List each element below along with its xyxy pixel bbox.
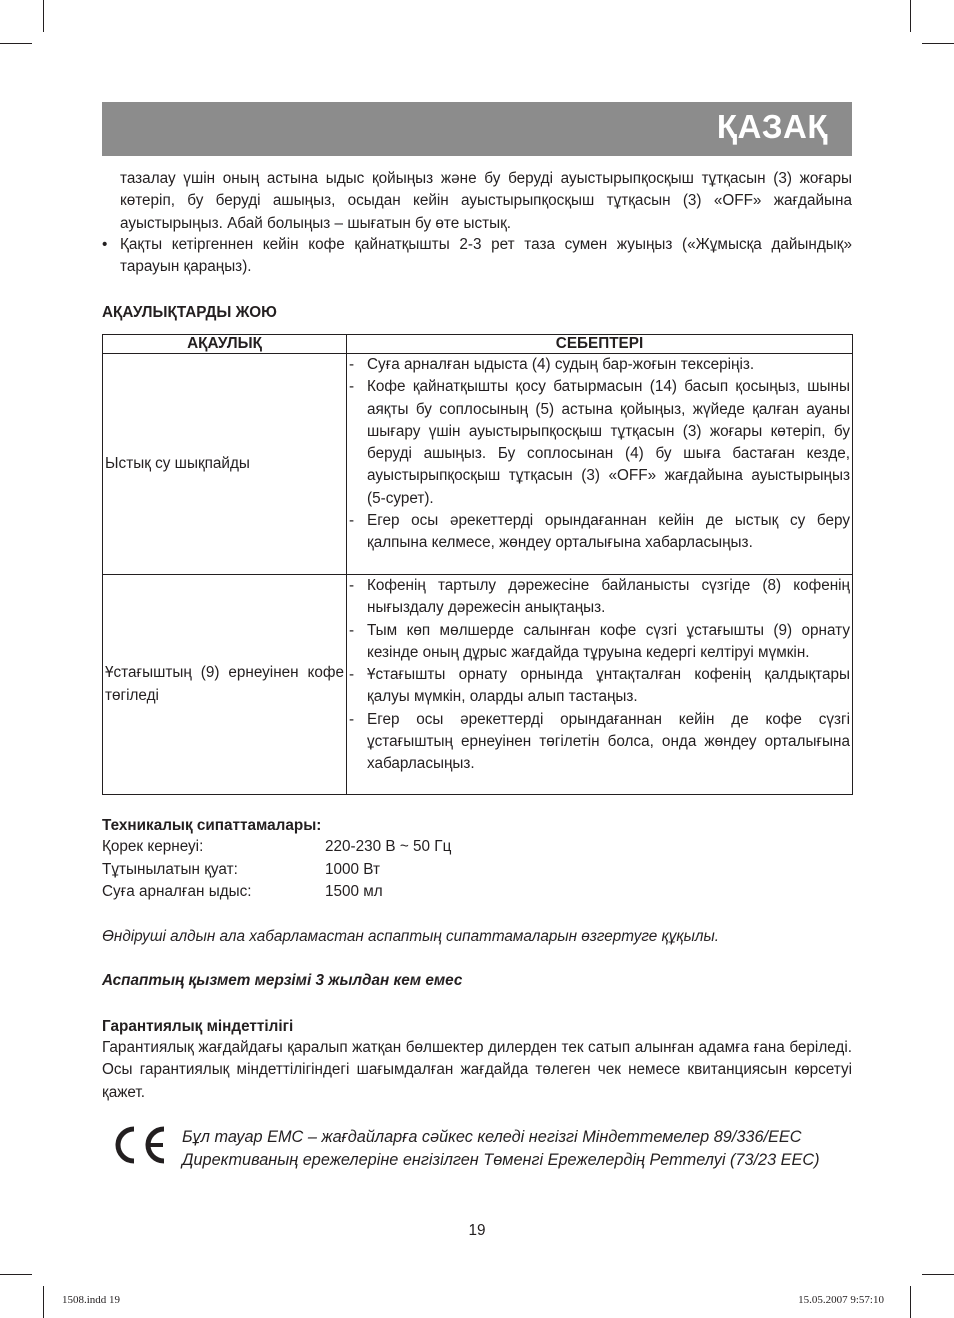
header-banner (102, 102, 852, 156)
column-header-problem: АҚАУЛЫҚ (103, 335, 347, 354)
troubleshooting-heading: АҚАУЛЫҚТАРДЫ ЖОЮ (102, 304, 277, 321)
cause-text: Егер осы әрекеттерді орындағаннан кейін де ыстық су беру қалпына келмесе, жөндеу орталығына хабарласыңыз. (367, 512, 850, 552)
ce-line-2: Директиваның ережелеріне енгізілген Төменгі Ережелердің Реттелуі (73/23 ЕЕС) (182, 1150, 820, 1169)
dash-marker: - (349, 621, 355, 639)
cause-text: Суға арналған ыдыста (4) судың бар-жоғын тексеріңіз. (367, 356, 755, 373)
page-number: 19 (468, 1222, 486, 1239)
crop-mark-top-left-h (0, 43, 32, 44)
spec-label: Қорек кернеуі: (102, 838, 204, 855)
ce-mark-icon (114, 1125, 170, 1165)
dash-marker: - (349, 577, 355, 594)
spec-value: 220-230 В ~ 50 Гц (325, 838, 452, 855)
spec-row (102, 859, 380, 881)
cause-item (347, 709, 850, 776)
table-row (103, 354, 853, 575)
cause-text: Егер осы әрекеттерді орындағаннан кейін де кофе сүзгі ұстағыштың ернеуінен төгілетін болса, онда жөндеу орталығына хабарласыңыз. (367, 710, 850, 773)
crop-mark-top-left-v (43, 0, 44, 32)
cause-item (347, 376, 850, 510)
crop-mark-bottom-right-h (922, 1274, 954, 1275)
causes-cell (347, 575, 853, 795)
cause-text: Тым көп мөлшерде салынған кофе сүзгі ұстағышты (9) орнату кезінде оның дұрыс жағдайда тұруына кедергі келтіруі мүмкін. (367, 621, 850, 661)
crop-mark-bottom-left-h (0, 1274, 32, 1275)
warranty-text: Гарантиялық жағдайдағы қаралып жатқан бөлшектер дилерден тек сатып алынған адамға ғана беріледі. Осы гарантиялық міндеттілігіндегі шағымдалған жағдайда төлеген чек немесе квитанциясын көрсетуі қажет. (102, 1039, 852, 1101)
crop-mark-top-right-v (910, 0, 911, 32)
intro-paragraph: тазалау үшін оның астына ыдыс қойыңыз және бу беруді ауыстырыпқосқыш тұтқасын (3) жоғары көтеріп, бу беруді ашыңыз, осыдан кейін ауыстырыпқосқыш тұтқасын (3) «OFF» жағдайына ауыстырыңыз. Абай болыңыз – шығатын бу өте ыстық. (120, 170, 852, 232)
ce-statement (182, 1126, 854, 1171)
cause-text: Ұстағышты орнату орнында ұнтақталған кофенің қалдықтары қалуы мүмкін, оларды алып тастаңыз. (367, 666, 850, 706)
footer-file: 1508.indd 19 (62, 1294, 121, 1306)
bullet-dot: • (102, 236, 108, 253)
cause-item (347, 510, 850, 555)
warranty-heading: Гарантиялық міндеттілігі (102, 1018, 294, 1035)
specs-heading: Техникалық сипаттамалары: (102, 817, 322, 834)
spec-value: 1000 Вт (325, 861, 380, 878)
manufacturer-notice: Өндіруші алдын ала хабарламастан аспаптың сипаттамаларын өзгертуге құқылы. (102, 928, 719, 945)
bullet-text: Қақты кетіргеннен кейін кофе қайнатқышты 2-3 рет таза сумен жуыңыз («Жұмысқа дайындық» тарауын қараңыз). (120, 236, 852, 276)
dash-marker: - (349, 710, 355, 728)
problem-cell: Ыстық су шықпайды (103, 354, 347, 575)
ce-line-1: Бұл тауар ЕМС – жағдайларға сәйкес келеді негізгі Міндеттемелер 89/336/ЕЕС (182, 1128, 802, 1146)
crop-mark-top-right-h (922, 43, 954, 44)
spec-value: 1500 мл (325, 883, 383, 900)
cause-text: Кофе қайнатқышты қосу батырмасын (14) басып қосыңыз, шыны аяқты бу соплосының (5) астына қойыңыз, жүйеде қалған ауаны шығару үшін ауыстырыпқосқыш тұтқасын (3) жоғары көтеріп, бу беруді ашыңыз. Бу соплосынан (4) бу шыға бастаған кезде, ауыстырыпқосқыш тұтқасын (3) «OFF» жағдайына ауыстырыңыз (5-сурет). (367, 378, 850, 507)
dash-marker: - (349, 512, 355, 530)
crop-mark-bottom-left-v (43, 1286, 44, 1318)
table-row (103, 575, 853, 795)
page-title: ҚАЗАҚ (716, 108, 828, 145)
crop-mark-bottom-right-v (910, 1286, 911, 1318)
problem-cell: Ұстағыштың (9) ернеуінен кофе төгіледі (103, 575, 347, 795)
column-header-causes: СЕБЕПТЕРІ (347, 335, 853, 354)
spec-row (102, 836, 452, 858)
troubleshooting-table (102, 334, 853, 795)
cause-item (347, 664, 850, 709)
table-header-row (103, 335, 853, 354)
spec-label: Суға арналған ыдыс: (102, 883, 252, 900)
dash-marker: - (349, 356, 355, 373)
causes-cell (347, 354, 853, 575)
cause-item (347, 575, 850, 620)
cause-item (347, 354, 850, 376)
spec-row (102, 881, 383, 903)
dash-marker: - (349, 378, 355, 396)
service-life: Аспаптың қызмет мерзімі 3 жылдан кем емес (102, 972, 463, 989)
cause-item (347, 620, 850, 665)
cause-text: Кофенің тартылу дәрежесіне байланысты сүзгіде (8) кофенің нығыздалу дәрежесін анықтаңыз. (367, 577, 850, 617)
footer-datetime: 15.05.2007 9:57:10 (798, 1294, 884, 1306)
dash-marker: - (349, 666, 355, 684)
ce-mark-c (118, 1129, 134, 1161)
spec-label: Тұтынылатын қуат: (102, 861, 238, 878)
